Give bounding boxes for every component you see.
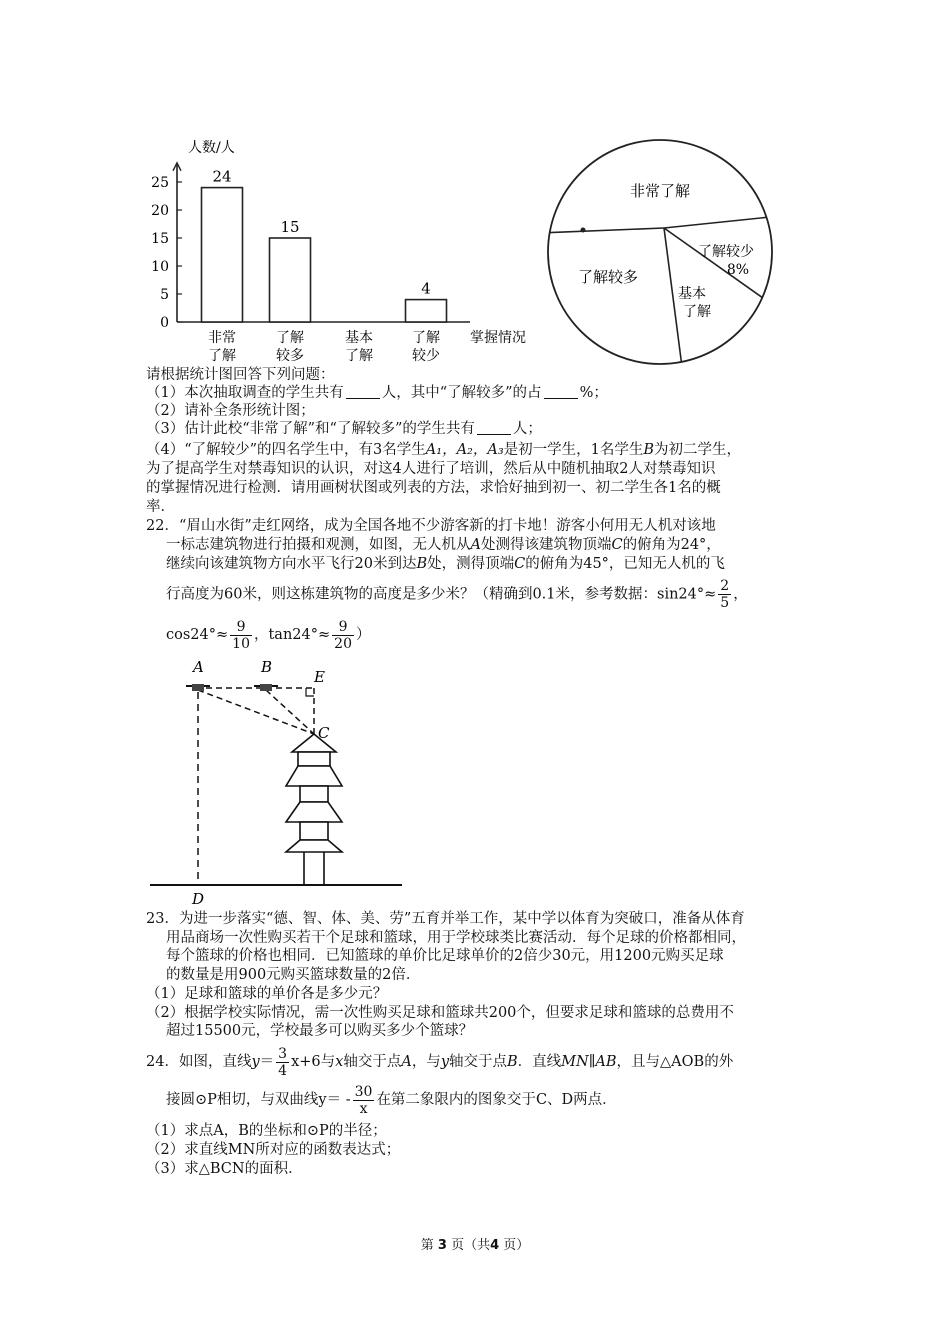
hyperbola-fraction: $\frac{30}{x}$	[354, 1083, 373, 1117]
answer-blank[interactable]	[477, 420, 511, 435]
q21-part4-line4: 率．	[146, 499, 175, 515]
q22-line1: 22．“眉山水街”走红网络，成为全国各地不少游客新的打卡地！游客小何用无人机对该地	[146, 518, 716, 534]
q23-line3: 每个篮球的价格也相同．已知篮球的单价比足球单价的2倍少30元，用1200元购买足球	[166, 948, 724, 964]
bar	[270, 238, 311, 322]
q21-part1: （1）本次抽取调查的学生共有 人，其中“了解较多”的占 %；	[146, 385, 608, 401]
x-tick-label: 了解	[208, 348, 236, 364]
q24-part3: （3）求△BCN的面积．	[146, 1161, 303, 1177]
x-tick-label: 非常	[208, 330, 236, 346]
q22-line5: cos24°≈ $\frac{9}{10}$ ，tan24°≈ $\frac{9}{20}$ ）	[166, 618, 371, 652]
answer-blank[interactable]	[346, 384, 380, 399]
q22-line4: 行高度为60米，则这栋建筑物的高度是多少米？（精确到0.1米，参考数据：sin24°≈ $\frac{2}{5}$ ，	[166, 578, 748, 611]
q23-part2-line2: 超过15500元，学校最多可以购买多少个篮球？	[166, 1023, 474, 1039]
q23-line4: 的数量是用900元购买篮球数量的2倍．	[166, 967, 421, 983]
pie-slice-label: 非常了解	[629, 182, 691, 200]
q23-line1: 23．为进一步落实“德、智、体、美、劳”五育并举工作，某中学以体育为突破口，准备从体育	[146, 911, 745, 927]
pie-slice-value: 8%	[726, 262, 750, 278]
pagoda-building	[286, 734, 342, 884]
x-tick-label: 较少	[412, 348, 440, 364]
label-c: C	[318, 724, 330, 742]
pie-dot	[581, 228, 586, 233]
sin-fraction: $\frac{2}{5}$	[720, 578, 730, 611]
x-tick-label: 较多	[276, 348, 304, 364]
y-axis-label: 人数/人	[188, 140, 235, 156]
q21-part2: （2）请补全条形统计图；	[146, 403, 315, 419]
tan-fraction: $\frac{9}{20}$	[334, 618, 352, 652]
q24-line2: 接圆⊙P相切，与双曲线y＝ - $\frac{30}{x}$ 在第二象限内的图象交于C、D两点．	[166, 1083, 617, 1117]
pie-slice-label: 基本	[678, 286, 706, 302]
q24-part1: （1）求点A，B的坐标和⊙P的半径；	[146, 1123, 387, 1139]
bar-value-label: 24	[212, 167, 232, 186]
q24-line1: 24．如图，直线y＝ $\frac{3}{4}$ x+6与x轴交于点A，与y轴交于点B．直线MN∥AB，且与△AOB的外	[146, 1045, 734, 1079]
bar-chart	[140, 128, 540, 368]
label-d: D	[192, 890, 205, 907]
q21-part4-line2: 为了提高学生对禁毒知识的认识，对这4人进行了培训，然后从中随机抽取2人对禁毒知识	[146, 461, 716, 477]
pie-slice-label: 了解较多	[577, 268, 639, 286]
drone-building-figure	[146, 652, 406, 907]
label-b: B	[261, 658, 273, 676]
x-tick-label: 了解	[345, 348, 373, 364]
q22-line2: 一标志建筑物进行拍摄和观测，如图，无人机从A处测得该建筑物顶端C的俯角为24°，	[166, 537, 721, 553]
bar-chart-marks	[151, 139, 526, 364]
bar-value-label: 4	[421, 279, 431, 298]
pie-chart	[540, 132, 780, 372]
page-footer: 第 3 页（共4 页）	[420, 1238, 530, 1253]
q21-part4-line3: 的掌握情况进行检测．请用画树状图或列表的方法，求恰好抽到初一、初二学生各1名的概	[146, 480, 721, 496]
y-tick-label: 25	[151, 175, 169, 191]
y-tick-label: 0	[160, 315, 169, 331]
x-tick-label: 了解	[276, 330, 304, 346]
y-tick-label: 15	[151, 231, 169, 247]
q23-part2-line1: （2）根据学校实际情况，需一次性购买足球和篮球共200个，但要求足球和篮球的总费用不	[146, 1005, 734, 1021]
x-axis-label: 掌握情况	[470, 330, 526, 346]
x-tick-label: 基本	[345, 330, 373, 346]
bar	[202, 188, 243, 322]
bar-value-label: 15	[280, 218, 300, 236]
slope-fraction: $\frac{3}{4}$	[278, 1045, 288, 1079]
q21-part3: （3）估计此校“非常了解”和“了解较多”的学生共有 人；	[146, 421, 542, 437]
cos-fraction: $\frac{9}{10}$	[232, 618, 250, 652]
label-a: A	[193, 658, 204, 676]
pie-slice-label: 了解	[683, 304, 711, 320]
bar	[406, 300, 447, 322]
y-tick-label: 5	[160, 287, 169, 303]
label-e: E	[314, 668, 325, 686]
pie-chart-marks	[548, 140, 772, 364]
q24-part2: （2）求直线MN所对应的函数表达式；	[146, 1142, 401, 1158]
q21-intro: 请根据统计图回答下列问题：	[146, 367, 335, 383]
y-tick-label: 10	[151, 259, 169, 275]
x-tick-label: 了解	[412, 330, 440, 346]
pie-slice-label: 了解较少	[698, 244, 754, 260]
q21-part4-line1: （4）“了解较少”的四名学生中，有3名学生A₁，A₂，A₃是初一学生，1名学生B为初二学生，	[146, 442, 742, 458]
q23-part1: （1）足球和篮球的单价各是多少元？	[146, 986, 388, 1002]
answer-blank[interactable]	[544, 384, 578, 399]
q22-line3: 继续向该建筑物方向水平飞行20米到达B处，测得顶端C的俯角为45°，已知无人机的飞	[166, 556, 725, 572]
q23-line2: 用品商场一次性购买若干个足球和篮球，用于学校球类比赛活动．每个足球的价格都相同，	[166, 930, 746, 946]
y-tick-label: 20	[151, 203, 169, 219]
